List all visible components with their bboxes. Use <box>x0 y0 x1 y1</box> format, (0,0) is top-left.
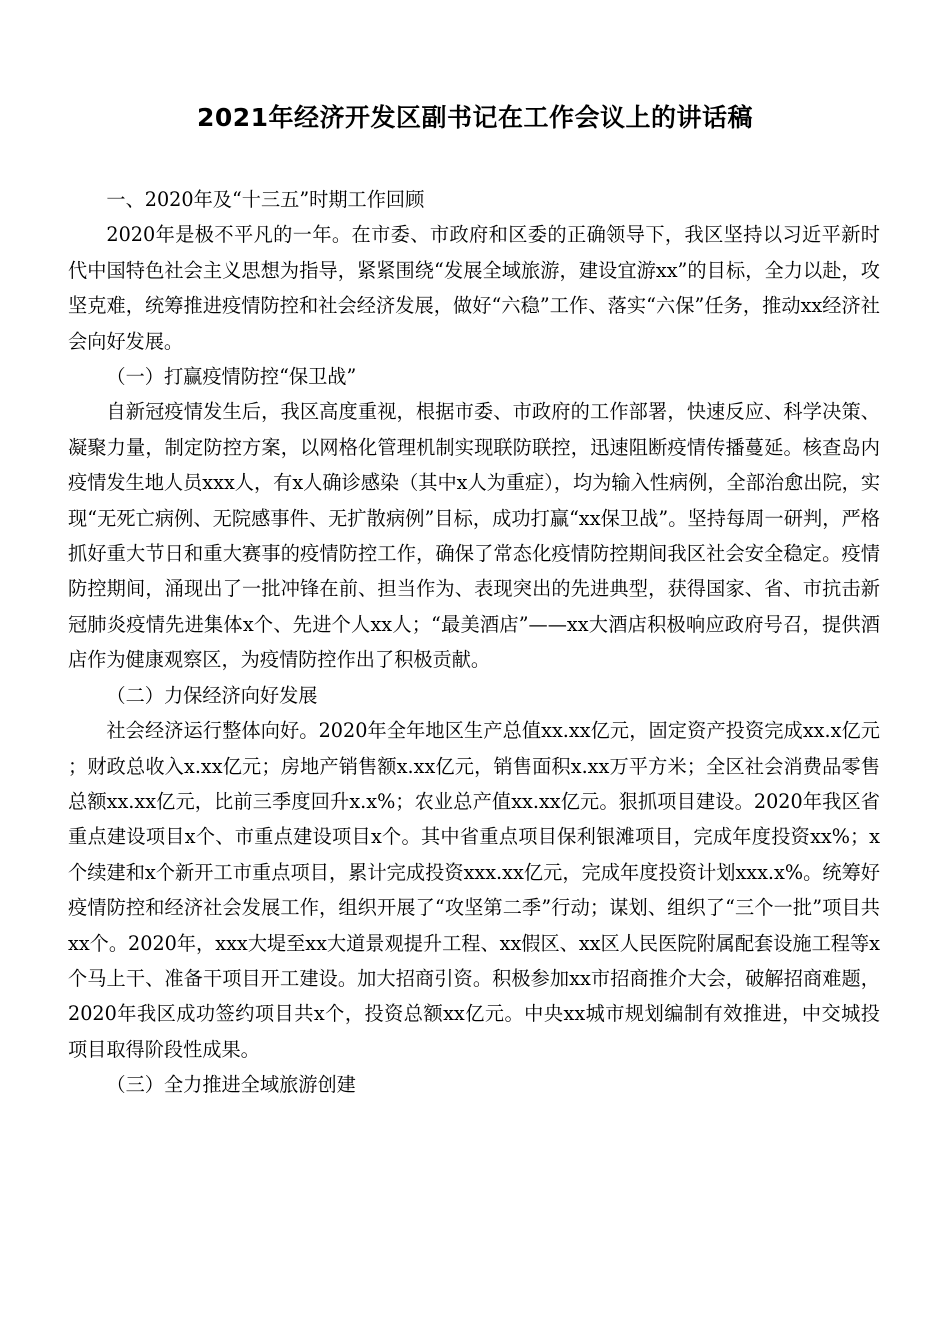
document-body <box>68 182 880 1103</box>
document-title: 2021年经济开发区副书记在工作会议上的讲话稿 <box>196 103 754 132</box>
subsection-heading-tourism: （三）全力推进全域旅游创建 <box>106 1073 356 1097</box>
paragraph-economy: 社会经济运行整体向好。2020年全年地区生产总值xx.xx亿元，固定资产投资完成xx.x亿元；财政总收入x.xx亿元；房地产销售额x.xx亿元，销售面积x.xx万平方米；全区社会消费品零售总额xx.xx亿元，比前三季度回升x.x%；农业总产值xx.xx亿元。狠抓项目建设。2020年我区省重点建设项目x个、市重点建设项目x个。其中省重点项目保利银滩项目，完成年度投资xx%；x个续建和x个新开工市重点项目，累计完成投资xxx.xx亿元，完成年度投资计划xxx.x%。统筹好疫情防控和经济社会发展工作，组织开展了“攻坚第二季”行动；谋划、组织了“三个一批”项目共xx个。2020年，xxx大堤至xx大道景观提升工程、xx假区、xx区人民医院附属配套设施工程等x个马上干、准备干项目开工建设。加大招商引资。积极参加xx市招商推介大会，破解招商难题，2020年我区成功签约项目共x个，投资总额xx亿元。中央xx城市规划编制有效推进，中交城投项目取得阶段性成果。 <box>68 719 880 1061</box>
section-heading-review: 一、2020年及“十三五”时期工作回顾 <box>106 188 425 211</box>
paragraph-epidemic-control: 自新冠疫情发生后，我区高度重视，根据市委、市政府的工作部署，快速反应、科学决策、凝聚力量，制定防控方案，以网格化管理机制实现联防联控，迅速阻断疫情传播蔓延。核查岛内疫情发生地人员xxx人，有x人确诊感染（其中x人为重症），均为输入性病例，全部治愈出院，实现“无死亡病例、无院感事件、无扩散病例”目标，成功打赢“xx保卫战”。坚持每周一研判，严格抓好重大节日和重大赛事的疫情防控工作，确保了常态化疫情防控期间我区社会安全稳定。疫情防控期间，涌现出了一批冲锋在前、担当作为、表现突出的先进典型，获得国家、省、市抗击新冠肺炎疫情先进集体x个、先进个人xx人；“最美酒店”——xx大酒店积极响应政府号召，提供酒店作为健康观察区，为疫情防控作出了积极贡献。 <box>68 400 881 672</box>
paragraph-2020-overview: 2020年是极不平凡的一年。在市委、市政府和区委的正确领导下，我区坚持以习近平新时代中国特色社会主义思想为指导，紧紧围绕“发展全域旅游，建设宜游xx”的目标，全力以赴，攻坚克难，统筹推进疫情防控和社会经济发展，做好“六稳”工作、落实“六保”任务，推动xx经济社会向好发展。 <box>68 223 880 353</box>
subsection-heading-economy: （二）力保经济向好发展 <box>106 683 318 707</box>
subsection-heading-epidemic: （一）打赢疫情防控“保卫战” <box>106 365 357 389</box>
